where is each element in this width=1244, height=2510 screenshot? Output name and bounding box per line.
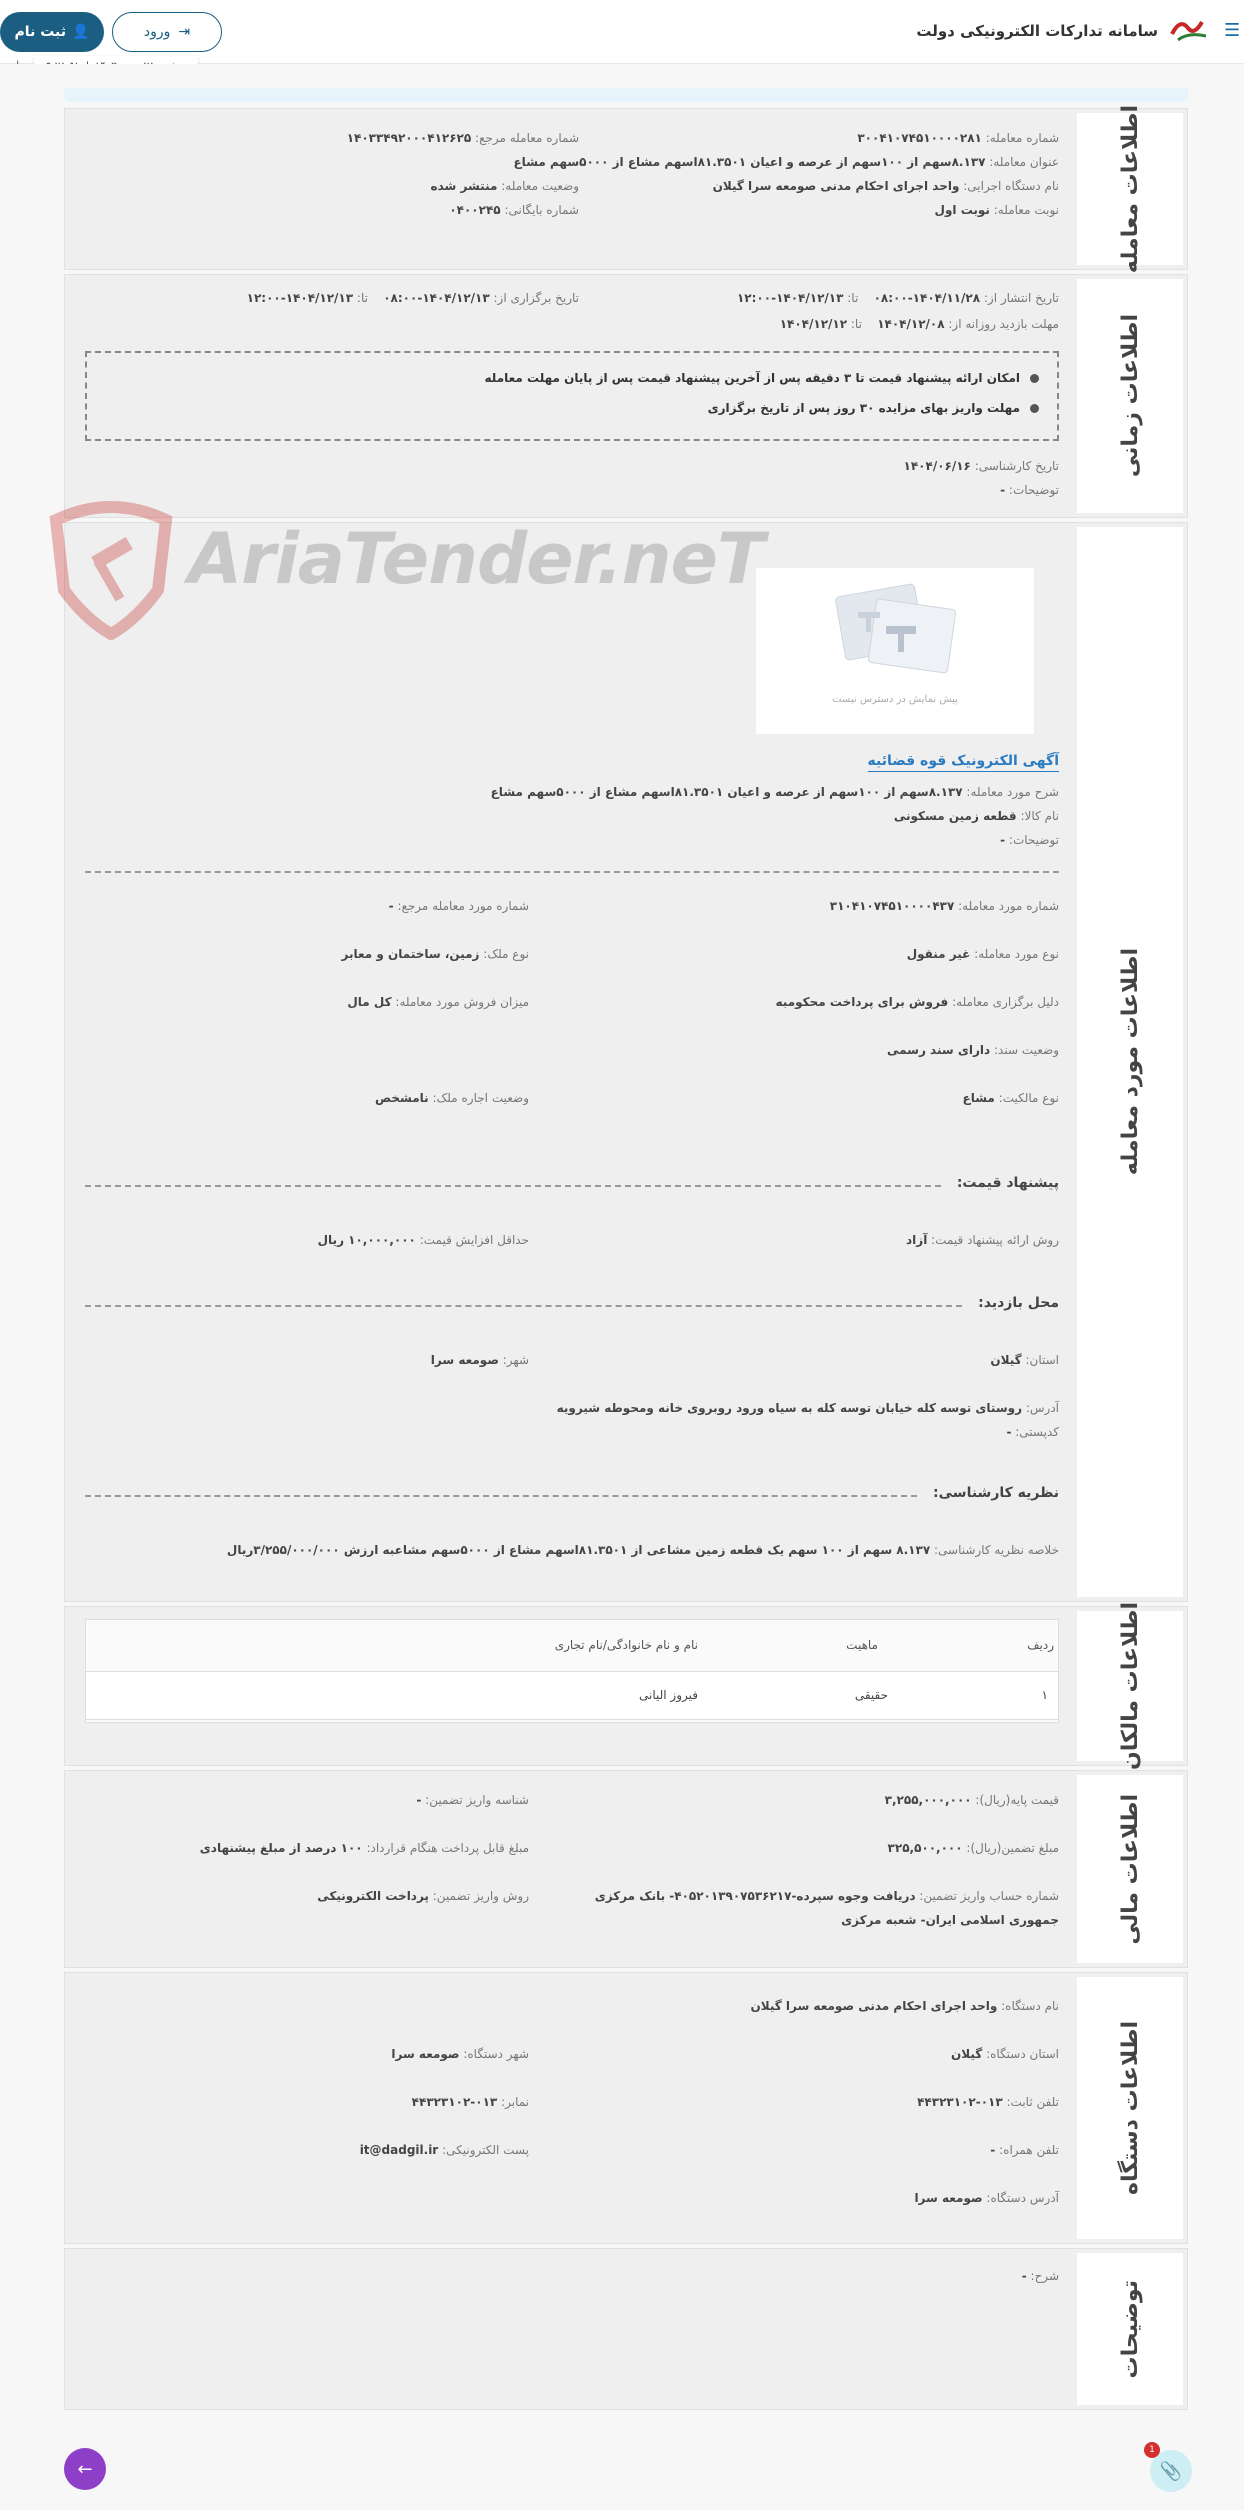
postal-code: کدپستی: - xyxy=(1006,1425,1059,1439)
guarantee-amount: مبلغ تضمین(ریال): ۳۲۵,۵۰۰,۰۰۰ xyxy=(887,1841,1059,1855)
min-increase: حداقل افزایش قیمت: ۱۰,۰۰۰,۰۰۰ ریال xyxy=(317,1233,529,1247)
ownership-type: نوع مالکیت: مشاع xyxy=(962,1091,1059,1105)
hold-dates: تاریخ برگزاری از: ۱۴۰۴/۱۲/۱۳-۰۸:۰۰ تا: ۱۴۰۴/۱۲/۱۳-۱۲:۰۰ xyxy=(246,291,579,305)
executive-org: نام دستگاه اجرایی: واحد اجرای احکام مدنی صومعه سرا گیلان xyxy=(712,179,1059,193)
section-label: اطلاعات دستگاه xyxy=(1077,1977,1183,2239)
contract-payment: مبلغ قابل پرداخت هنگام قرارداد: ۱۰۰ درصد از مبلغ پیشنهادی xyxy=(199,1841,529,1855)
visit-address: آدرس: روستای توسه کله خیابان توسه کله به سیاه ورود روبروی خانه ومحوطه شیرویه xyxy=(556,1401,1059,1415)
divider xyxy=(85,871,1059,873)
section-label: اطلاعات مورد معامله xyxy=(1077,527,1183,1597)
back-button[interactable] xyxy=(64,2448,106,2490)
section-time-info xyxy=(64,274,1188,518)
holding-reason: دلیل برگزاری معامله: فروش برای پرداخت محکومبه xyxy=(775,995,1059,1009)
publish-dates: تاریخ انتشار از: ۱۴۰۴/۱۱/۲۸-۰۸:۰۰ تا: ۱۴۰۴/۱۲/۱۳-۱۲:۰۰ xyxy=(736,291,1059,305)
guarantee-account: شماره حساب واریز تضمین: دریافت وجوه سپرده-۴۰۵۲۰۱۳۹۰۷۵۳۶۲۱۷- بانک مرکزی xyxy=(594,1889,1059,1903)
section-item-info xyxy=(64,522,1188,1602)
document-status: وضعیت سند: دارای سند رسمی xyxy=(886,1043,1059,1057)
add-user-icon: 👤 xyxy=(72,24,90,40)
setad-logo[interactable] xyxy=(1168,14,1210,46)
org-mobile: تلفن همراه: - xyxy=(990,2143,1059,2157)
section-deal-info xyxy=(64,104,1188,274)
guarantee-account-bank: جمهوری اسلامی ایران- شعبه مرکزی xyxy=(841,1913,1059,1927)
org-province: استان دستگاه: گیلان xyxy=(951,2047,1059,2061)
table-cell: فیروز الیانی xyxy=(639,1688,698,1702)
section-org-info xyxy=(64,1972,1188,2244)
section-owners xyxy=(64,1602,1188,1770)
attachment-count-badge: 1 xyxy=(1144,2442,1160,2458)
divider xyxy=(85,1495,917,1497)
column-header: نام و نام خانوادگی/نام تجاری xyxy=(554,1638,698,1652)
notice-box xyxy=(85,351,1059,441)
gavel-placeholder-icon xyxy=(832,582,960,686)
bid-method: روش ارائه پیشنهاد قیمت: آزاد xyxy=(906,1233,1059,1247)
watermark-shield-icon xyxy=(46,500,176,640)
section-label: اطلاعات مالکان xyxy=(1077,1611,1183,1761)
info-strip xyxy=(64,88,1188,102)
login-label: ورود xyxy=(143,24,171,40)
ref-item-number: شماره مورد معامله مرجع: - xyxy=(388,899,529,913)
sale-amount: میزان فروش مورد معامله: کل مال xyxy=(347,995,529,1009)
notice-item: مهلت واریز بهای مزایده ۳۰ روز پس از تاریخ برگزاری xyxy=(708,401,1039,415)
item-type: نوع مورد معامله: غیر منقول xyxy=(906,947,1059,961)
guarantee-id: شناسه واریز تضمین: - xyxy=(416,1793,529,1807)
site-title[interactable]: سامانه تدارکات الکترونیکی دولت xyxy=(916,22,1158,40)
section-label: اطلاعات زمانی xyxy=(1077,279,1183,513)
section-finance xyxy=(64,1770,1188,1968)
lease-status: وضعیت اجاره ملک: نامشخص xyxy=(375,1091,529,1105)
deal-number: شماره معامله: ۳۰۰۴۱۰۷۴۵۱۰۰۰۰۲۸۱ xyxy=(857,131,1059,145)
time-description: توضیحات: - xyxy=(1000,483,1059,497)
archive-number: شماره بایگانی: ۰۴۰۰۲۴۵ xyxy=(449,203,579,217)
item-summary: شرح مورد معامله: ۸.۱۳۷سهم از ۱۰۰سهم از عرصه و اعیان ۸۱.۳۵۰۱اسهم مشاع از ۵۰۰۰سهم مشاع xyxy=(490,785,1059,799)
org-phone: تلفن ثابت: ۰۱۳-۴۴۳۲۳۱۰۲ xyxy=(917,2095,1059,2109)
expert-date: تاریخ کارشناسی: ۱۴۰۴/۰۶/۱۶ xyxy=(903,459,1059,473)
table-header xyxy=(86,1620,1058,1672)
arrow-left-icon: ← xyxy=(77,2458,93,2480)
expert-summary: خلاصه نظریه کارشناسی: ۸.۱۳۷ سهم از ۱۰۰ سهم یک قطعه زمین مشاعی از ۸۱.۳۵۰۱اسهم مشاع از ۵۰۰۰سهم مشاعبه ارزش ۳/۲۵۵/۰۰۰/۰۰۰ریال xyxy=(226,1543,1059,1557)
price-heading: پیشنهاد قیمت: xyxy=(949,1175,1059,1191)
ad-title-link[interactable]: آگهی الکترونیک قوه قضائیه xyxy=(868,753,1060,772)
description-body: شرح: - xyxy=(1021,2269,1059,2283)
deal-turn: نوبت معامله: نوبت اول xyxy=(934,203,1059,217)
top-header xyxy=(0,0,1244,64)
column-header: ماهیت xyxy=(846,1638,878,1652)
paperclip-icon: 📎 xyxy=(1159,2460,1183,2482)
org-city: شهر دستگاه: صومعه سرا xyxy=(391,2047,529,2061)
org-address: آدرس دستگاه: صومعه سرا xyxy=(914,2191,1059,2205)
owners-table xyxy=(85,1619,1059,1723)
section-description xyxy=(64,2248,1188,2410)
table-cell: حقیقی xyxy=(854,1688,888,1702)
notice-item: امکان ارائه پیشنهاد قیمت تا ۳ دقیقه پس از آخرین پیشنهاد قیمت پس از پایان مهلت معامله xyxy=(485,371,1039,385)
login-icon: ⇥ xyxy=(178,24,191,40)
section-label: توضیحات xyxy=(1077,2253,1183,2405)
divider xyxy=(85,1185,941,1187)
visit-dates: مهلت بازدید روزانه از: ۱۴۰۴/۱۲/۰۸ تا: ۱۴۰۴/۱۲/۱۲ xyxy=(779,317,1059,331)
section-label: اطلاعات مالی xyxy=(1077,1775,1183,1963)
item-number: شماره مورد معامله: ۳۱۰۴۱۰۷۴۵۱۰۰۰۰۴۳۷ xyxy=(829,899,1059,913)
section-label: اطلاعات معامله xyxy=(1077,113,1183,265)
table-cell: ۱ xyxy=(1041,1688,1048,1702)
org-fax: نمابر: ۰۱۳-۴۴۳۲۳۱۰۲ xyxy=(411,2095,529,2109)
deal-status: وضعیت معامله: منتشر شده xyxy=(430,179,579,193)
goods-name: نام کالا: قطعه زمین مسکونی xyxy=(893,809,1059,823)
register-button[interactable] xyxy=(0,12,104,52)
menu-icon[interactable]: ☰ xyxy=(1224,20,1241,41)
base-price: قیمت پایه(ریال): ۳,۲۵۵,۰۰۰,۰۰۰ xyxy=(884,1793,1059,1807)
deal-title: عنوان معامله: ۸.۱۳۷سهم از ۱۰۰سهم از عرصه و اعیان ۸۱.۳۵۰۱اسهم مشاع از ۵۰۰۰سهم مشاع xyxy=(513,155,1059,169)
table-row xyxy=(86,1672,1058,1720)
ref-deal-number: شماره معامله مرجع: ۱۴۰۳۳۴۹۲۰۰۰۴۱۲۶۲۵ xyxy=(346,131,579,145)
watermark-logo xyxy=(46,500,764,640)
no-preview-caption: پیش نمایش در دسترس نیست xyxy=(832,694,958,705)
org-name: نام دستگاه: واحد اجرای احکام مدنی صومعه سرا گیلان xyxy=(750,1999,1059,2013)
watermark-text: AriaTender.neT xyxy=(188,518,764,600)
visit-province: استان: گیلان xyxy=(990,1353,1059,1367)
visit-location-heading: محل بازدید: xyxy=(970,1295,1059,1311)
preview-image xyxy=(755,567,1035,735)
org-email: پست الکترونیکی: it@dadgil.ir xyxy=(359,2143,529,2157)
visit-city: شهر: صومعه سرا xyxy=(430,1353,529,1367)
register-label: ثبت نام xyxy=(14,24,66,40)
payment-method: روش واریز تضمین: پرداخت الکترونیکی xyxy=(317,1889,529,1903)
property-type: نوع ملک: زمین، ساختمان و معابر xyxy=(341,947,529,961)
login-button[interactable] xyxy=(112,12,222,52)
item-description: توضیحات: - xyxy=(1000,833,1059,847)
divider xyxy=(85,1305,962,1307)
column-header: ردیف xyxy=(1027,1638,1054,1652)
expert-heading: نظریه کارشناسی: xyxy=(925,1485,1059,1501)
